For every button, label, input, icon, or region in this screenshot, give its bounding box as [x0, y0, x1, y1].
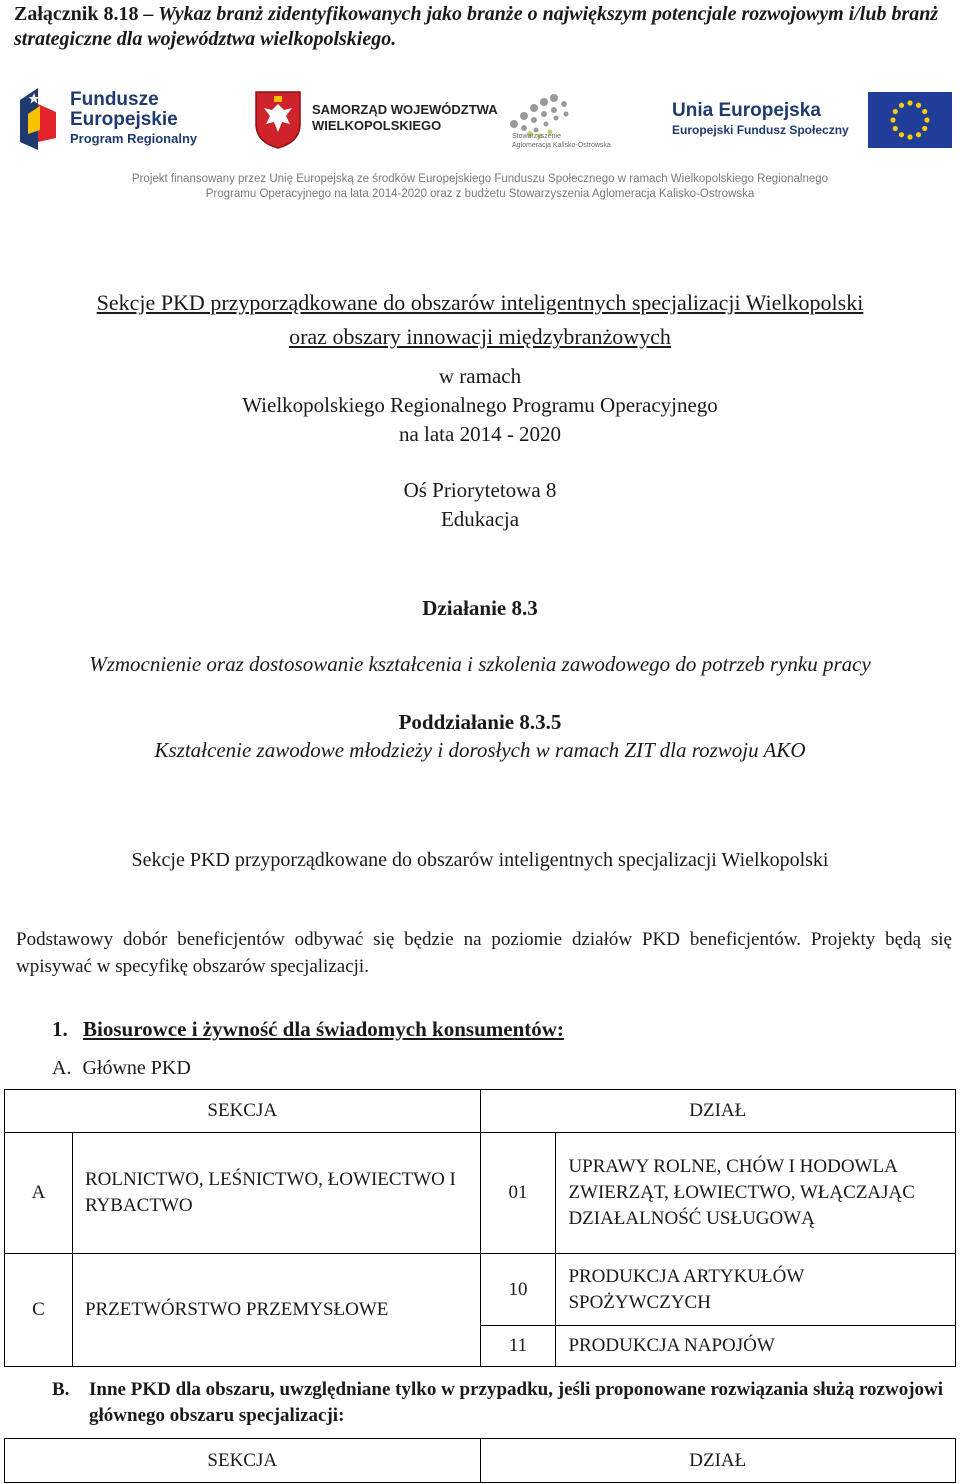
eu-star-icon	[893, 109, 898, 114]
unia-europejska-logo-text: Unia Europejska Europejski Fundusz Społeczny	[672, 100, 849, 137]
section-code: A	[5, 1133, 73, 1254]
beneficiaries-paragraph: Podstawowy dobór beneficjentów odbywać się będzie na poziomie działów PKD beneficjentów. Projekty będą się wpisywać w specyfikę obszarów specjalizacji.	[16, 929, 952, 977]
section-code: C	[5, 1254, 73, 1367]
division-name: UPRAWY ROLNE, CHÓW I HODOWLA ZWIERZĄT, ŁOWIECTWO, WŁĄCZAJĄC DZIAŁALNOŚĆ USŁUGOWĄ	[556, 1133, 956, 1254]
division-name: PRODUKCJA NAPOJÓW	[556, 1326, 956, 1367]
eu-star-icon	[899, 132, 904, 137]
eu-star-icon	[890, 117, 895, 122]
section-name: ROLNICTWO, LEŚNICTWO, ŁOWIECTWO I RYBACTWO	[72, 1133, 480, 1254]
action-label: Działanie 8.3	[422, 596, 538, 620]
pkd-main-table	[4, 1089, 956, 1367]
section-heading: Sekcje PKD przyporządkowane do obszarów inteligentnych specjalizacji Wielkopolski	[131, 849, 829, 871]
section-name: PRZETWÓRSTWO PRZEMYSŁOWE	[72, 1254, 480, 1367]
subaction-name: Kształcenie zawodowe młodzieży i dorosłych w ramach ZIT dla rozwoju AKO	[154, 738, 806, 762]
header-sekcja: SEKCJA	[5, 1439, 481, 1483]
division-name: PRODUKCJA ARTYKUŁÓW SPOŻYWCZYCH	[556, 1254, 956, 1326]
division-code: 10	[480, 1254, 556, 1326]
samorzad-logo-text: SAMORZĄD WOJEWÓDZTWA WIELKOPOLSKIEGO	[312, 102, 498, 133]
attachment-title: – Wykaz branż zidentyfikowanych jako branże o największym potencjale rozwojowym i/lub branż strategiczne dla województwa wielkopolskiego.	[14, 3, 939, 50]
division-code: 01	[480, 1133, 556, 1254]
table-row	[5, 1133, 956, 1254]
eu-star-icon	[922, 126, 927, 131]
priority-axis: Oś Priorytetowa 8 Edukacja	[403, 478, 557, 531]
eu-star-icon	[907, 134, 912, 139]
stowarzyszenie-logo-text: Stowarzyszenie Aglomeracja Kalisko-Ostrowska	[512, 133, 611, 149]
division-code: 11	[480, 1326, 556, 1367]
pkd-other-table	[4, 1438, 956, 1483]
header-dzial: DZIAŁ	[480, 1439, 956, 1483]
fundusze-europejskie-logo-text: Fundusze Europejskie Program Regionalny	[70, 89, 198, 146]
logos-band	[0, 78, 960, 208]
attachment-number: Załącznik 8.18	[14, 3, 144, 25]
table-row	[5, 1254, 956, 1326]
header-dzial: DZIAŁ	[480, 1090, 956, 1133]
program-block: w ramach Wielkopolskiego Regionalnego Programu Operacyjnego na lata 2014 - 2020	[242, 364, 718, 446]
fundusze-europejskie-logo-mark	[16, 84, 60, 154]
document-header	[14, 2, 954, 52]
header-sekcja: SEKCJA	[5, 1090, 481, 1133]
area-heading: 1. Biosurowce i żywność dla świadomych konsumentów:	[52, 1017, 564, 1041]
subsection-a: A. Główne PKD	[52, 1057, 191, 1079]
subaction-label: Poddziałanie 8.3.5	[398, 710, 562, 734]
table-header-row	[5, 1090, 956, 1133]
action-name: Wzmocnienie oraz dostosowanie kształcenia i szkolenia zawodowego do potrzeb rynku pracy	[89, 652, 871, 676]
eu-star-icon	[893, 126, 898, 131]
eu-flag-icon	[868, 92, 952, 148]
eu-star-icon	[899, 103, 904, 108]
eu-star-icon	[924, 117, 929, 122]
wielkopolska-crest-icon	[254, 90, 302, 150]
eu-star-icon	[916, 132, 921, 137]
subsection-b: B. Inne PKD dla obszaru, uwzględniane tylko w przypadku, jeśli proponowane rozwiązania służą rozwojowi głównego obszaru specjalizacji:	[52, 1379, 944, 1426]
eu-star-icon	[907, 100, 912, 105]
main-title: Sekcje PKD przyporządkowane do obszarów inteligentnych specjalizacji Wielkopolski oraz obszary innowacji międzybranżowych	[96, 290, 864, 349]
eu-star-icon	[916, 103, 921, 108]
eu-star-icon	[922, 109, 927, 114]
table-header-row	[5, 1439, 956, 1483]
funding-note: Projekt finansowany przez Unię Europejską ze środków Europejskiego Funduszu Społecznego w ramach Wielkopolskiego Regionalnego Programu Operacyjnego na lata 2014-2020 oraz z budżetu Stowarzyszenia Aglomeracja Kalisko-Ostrowska	[131, 173, 829, 200]
